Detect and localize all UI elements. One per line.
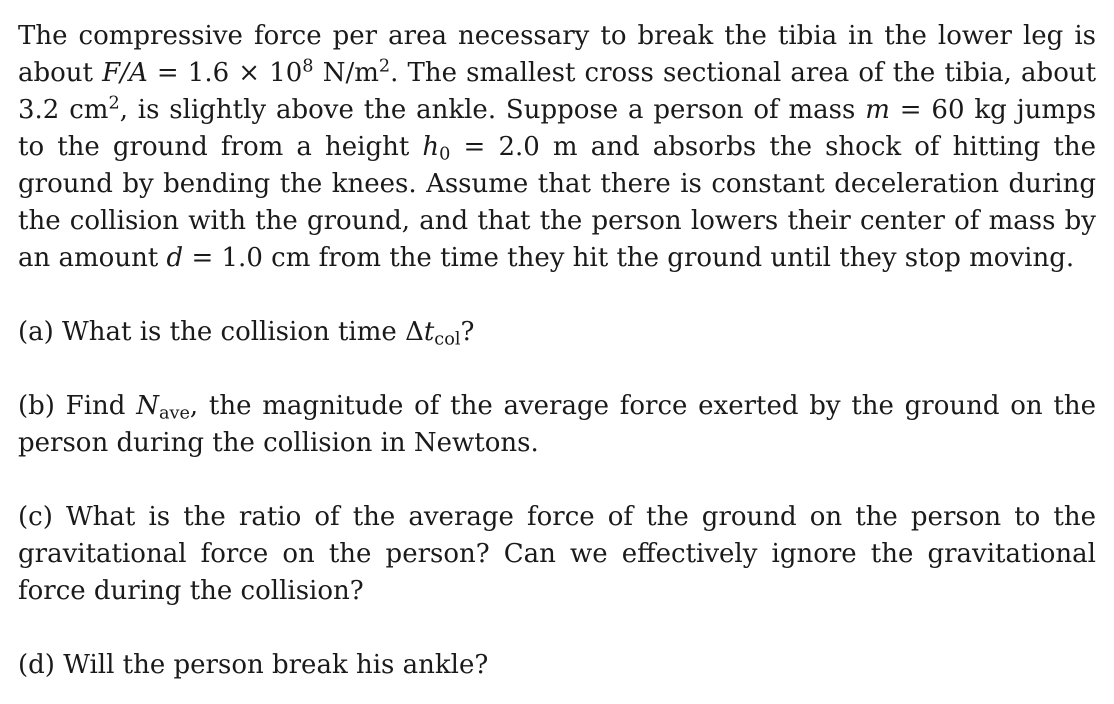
force-per-area-mantissa: 1.6 × bbox=[187, 58, 261, 88]
problem-document bbox=[18, 18, 1096, 684]
problem-statement bbox=[18, 18, 1096, 277]
mass-symbol: m bbox=[865, 95, 890, 125]
height-value-text: 2.0 m and absorbs the shock of hitting the ground by bending the knees. Assume that there is constant deceleration during the collision with the ground, and that the person lowers their center of mass by an amount bbox=[18, 132, 1097, 273]
pressure-unit: N/m bbox=[322, 58, 379, 88]
power-base: 10 bbox=[269, 58, 303, 88]
question-a bbox=[18, 314, 1096, 351]
area-unit: cm bbox=[69, 95, 109, 125]
pressure-unit-exponent: 2 bbox=[378, 56, 391, 77]
area-unit-exponent: 2 bbox=[108, 93, 120, 114]
normal-force-symbol: N bbox=[136, 391, 159, 421]
time-subscript: col bbox=[434, 329, 461, 350]
question-b bbox=[18, 388, 1096, 462]
height-symbol: h bbox=[422, 132, 440, 162]
intro-text-3: , is slightly above the ankle. Suppose a person of mass bbox=[119, 95, 856, 125]
intro-text-1: The compressive force per area necessary to break the tibia in the lower leg is about bbox=[18, 21, 1096, 88]
time-symbol: t bbox=[423, 317, 435, 347]
force-per-area-symbol: F/A bbox=[102, 58, 148, 88]
question-c: (c) What is the ratio of the average force of the ground on the person to the gravitational force on the person? Can we effectively ignore the gravitational force during the collision? bbox=[18, 502, 1096, 606]
normal-force-subscript: ave bbox=[158, 403, 190, 424]
distance-symbol: d bbox=[166, 243, 184, 273]
delta-symbol: Δ bbox=[405, 317, 424, 347]
equals-sign: = bbox=[899, 95, 922, 125]
intro-text-2: . The smallest cross sectional area of the tibia, about 3.2 bbox=[18, 58, 1097, 125]
equals-sign: = bbox=[191, 243, 214, 273]
question-a-text: (a) What is the collision time bbox=[18, 317, 406, 347]
equals-sign: = bbox=[463, 132, 486, 162]
question-b-text-1: (b) Find bbox=[18, 391, 137, 421]
question-mark: ? bbox=[460, 317, 475, 347]
mass-value-text: 60 kg jumps to the ground from a height bbox=[18, 95, 1097, 162]
distance-value-text: 1.0 cm from the time they hit the ground until they stop moving. bbox=[221, 243, 1075, 273]
equals-sign: = bbox=[156, 58, 179, 88]
height-subscript: 0 bbox=[439, 144, 451, 165]
question-b-text-2: , the magnitude of the average force exerted by the ground on the person during the collision in Newtons. bbox=[18, 391, 1096, 458]
question-d: (d) Will the person break his ankle? bbox=[18, 650, 489, 680]
power-exponent: 8 bbox=[302, 56, 314, 77]
